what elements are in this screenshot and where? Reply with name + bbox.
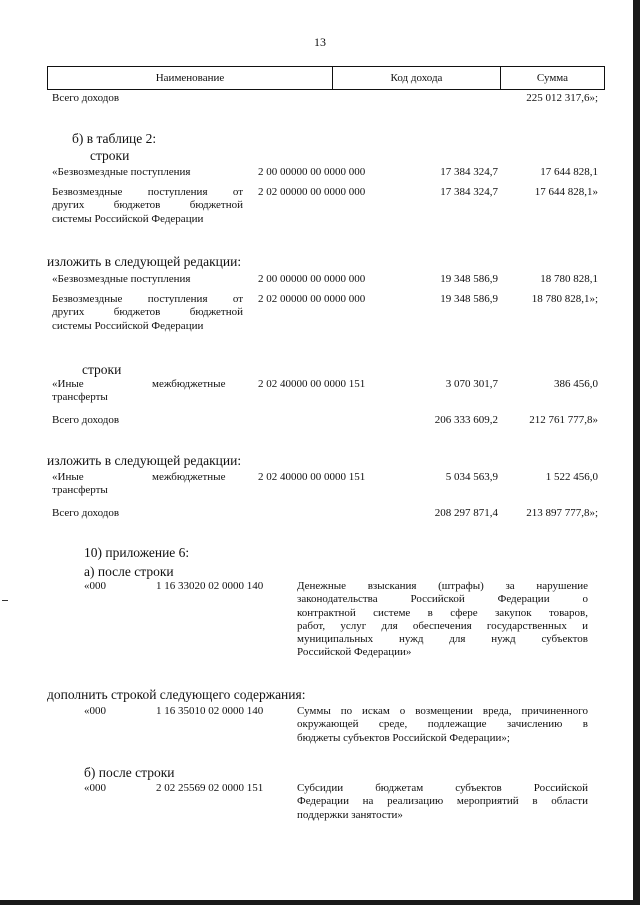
header-sum: Сумма	[536, 72, 569, 84]
row-value-1: 19 348 586,9	[440, 293, 498, 305]
after-row-label: б) после строки	[84, 765, 175, 780]
add-row-label: дополнить строкой следующего содержания:	[47, 687, 306, 702]
row-value-2: 18 780 828,1»;	[531, 293, 598, 305]
description-line: окружающей среде, подлежащие зачислению в	[297, 718, 588, 731]
row-code: 2 02 40000 00 0000 151	[258, 378, 366, 390]
row-name-multiline	[52, 186, 243, 226]
total-sum: 225 012 317,6»;	[526, 92, 598, 104]
entry-income-code: 1 16 33020 02 0000 140	[156, 580, 264, 592]
row-name: «Безвозмездные поступления	[52, 273, 191, 285]
name-line: Безвозмездные поступления от	[52, 186, 243, 198]
row-value-1: 5 034 563,9	[445, 471, 498, 483]
row-name-part: межбюджетные	[152, 471, 226, 483]
entry-description	[297, 580, 588, 660]
total-value-1: 206 333 609,2	[434, 414, 498, 426]
description-line: работ, услуг для обеспечения государственных и	[297, 619, 588, 632]
row-value-1: 17 384 324,7	[440, 186, 498, 198]
row-name-part: «Иные	[52, 378, 84, 390]
description-line: Российской Федерации»	[297, 646, 412, 659]
description-line: Федерации на реализацию мероприятий в области	[297, 795, 588, 808]
row-value-2: 1 522 456,0	[545, 471, 598, 483]
row-name-part: «Иные	[52, 471, 84, 483]
row-name-part: трансферты	[52, 391, 108, 403]
strings-label: строки	[82, 362, 122, 377]
description-line: контрактной системе в сфере закупок товаров,	[297, 606, 588, 619]
row-value-1: 3 070 301,7	[445, 378, 498, 390]
row-value-2: 18 780 828,1	[540, 273, 598, 285]
row-value-1: 17 384 324,7	[440, 166, 498, 178]
row-code: 2 00 00000 00 0000 000	[258, 166, 366, 178]
row-code: 2 00 00000 00 0000 000	[258, 273, 366, 285]
header-name: Наименование	[155, 72, 225, 84]
row-value-2: 17 644 828,1	[540, 166, 598, 178]
entry-description	[297, 705, 588, 745]
scan-border-bottom	[0, 900, 640, 905]
entry-admin-code: «000	[84, 782, 106, 794]
row-name-part: трансферты	[52, 484, 108, 496]
description-line: Денежные взыскания (штрафы) за нарушение	[297, 580, 588, 592]
replace-label: изложить в следующей редакции:	[47, 453, 242, 468]
row-name-multiline	[52, 293, 243, 333]
after-row-label: а) после строки	[84, 564, 174, 579]
page-number: 13	[314, 35, 326, 49]
scan-mark	[2, 600, 8, 601]
row-value-1: 19 348 586,9	[440, 273, 498, 285]
row-name: «Безвозмездные поступления	[52, 166, 191, 178]
entry-admin-code: «000	[84, 580, 106, 592]
total-value-2: 212 761 777,8»	[529, 414, 598, 426]
description-line: Субсидии бюджетам субъектов Российской	[297, 782, 588, 794]
row-value-2: 17 644 828,1»	[534, 186, 598, 198]
row-value-2: 386 456,0	[554, 378, 598, 390]
appendix-title: 10) приложение 6:	[84, 545, 190, 560]
table-header	[47, 66, 605, 90]
entry-income-code: 2 02 25569 02 0000 151	[156, 782, 264, 794]
total-value-1: 208 297 871,4	[434, 507, 498, 519]
section-title: б) в таблице 2:	[72, 131, 157, 146]
row-code: 2 02 40000 00 0000 151	[258, 471, 366, 483]
name-line: системы Российской Федерации	[52, 212, 204, 225]
name-line: других бюджетов бюджетной	[52, 199, 243, 212]
row-code: 2 02 00000 00 0000 000	[258, 293, 366, 305]
entry-admin-code: «000	[84, 705, 106, 717]
replace-label: изложить в следующей редакции:	[47, 254, 242, 269]
total-label: Всего доходов	[52, 507, 120, 519]
description-line: Суммы по искам о возмещении вреда, причиненного	[297, 705, 588, 717]
header-code: Код дохода	[390, 72, 443, 84]
name-line: Безвозмездные поступления от	[52, 293, 243, 305]
strings-label: строки	[90, 148, 130, 163]
description-line: муниципальных нужд для нужд субъектов	[297, 633, 588, 646]
row-name-part: межбюджетные	[152, 378, 226, 390]
name-line: других бюджетов бюджетной	[52, 306, 243, 319]
name-line: системы Российской Федерации	[52, 319, 204, 332]
description-line: поддержки занятости»	[297, 808, 403, 821]
entry-income-code: 1 16 35010 02 0000 140	[156, 705, 264, 717]
total-label: Всего доходов	[52, 414, 120, 426]
row-code: 2 02 00000 00 0000 000	[258, 186, 366, 198]
description-line: бюджеты субъектов Российской Федерации»;	[297, 731, 510, 744]
description-line: законодательства Российской Федерации о	[297, 593, 588, 606]
total-value-2: 213 897 777,8»;	[526, 507, 598, 519]
entry-description	[297, 782, 588, 822]
total-label: Всего доходов	[52, 92, 120, 104]
scan-border-right	[633, 0, 640, 905]
